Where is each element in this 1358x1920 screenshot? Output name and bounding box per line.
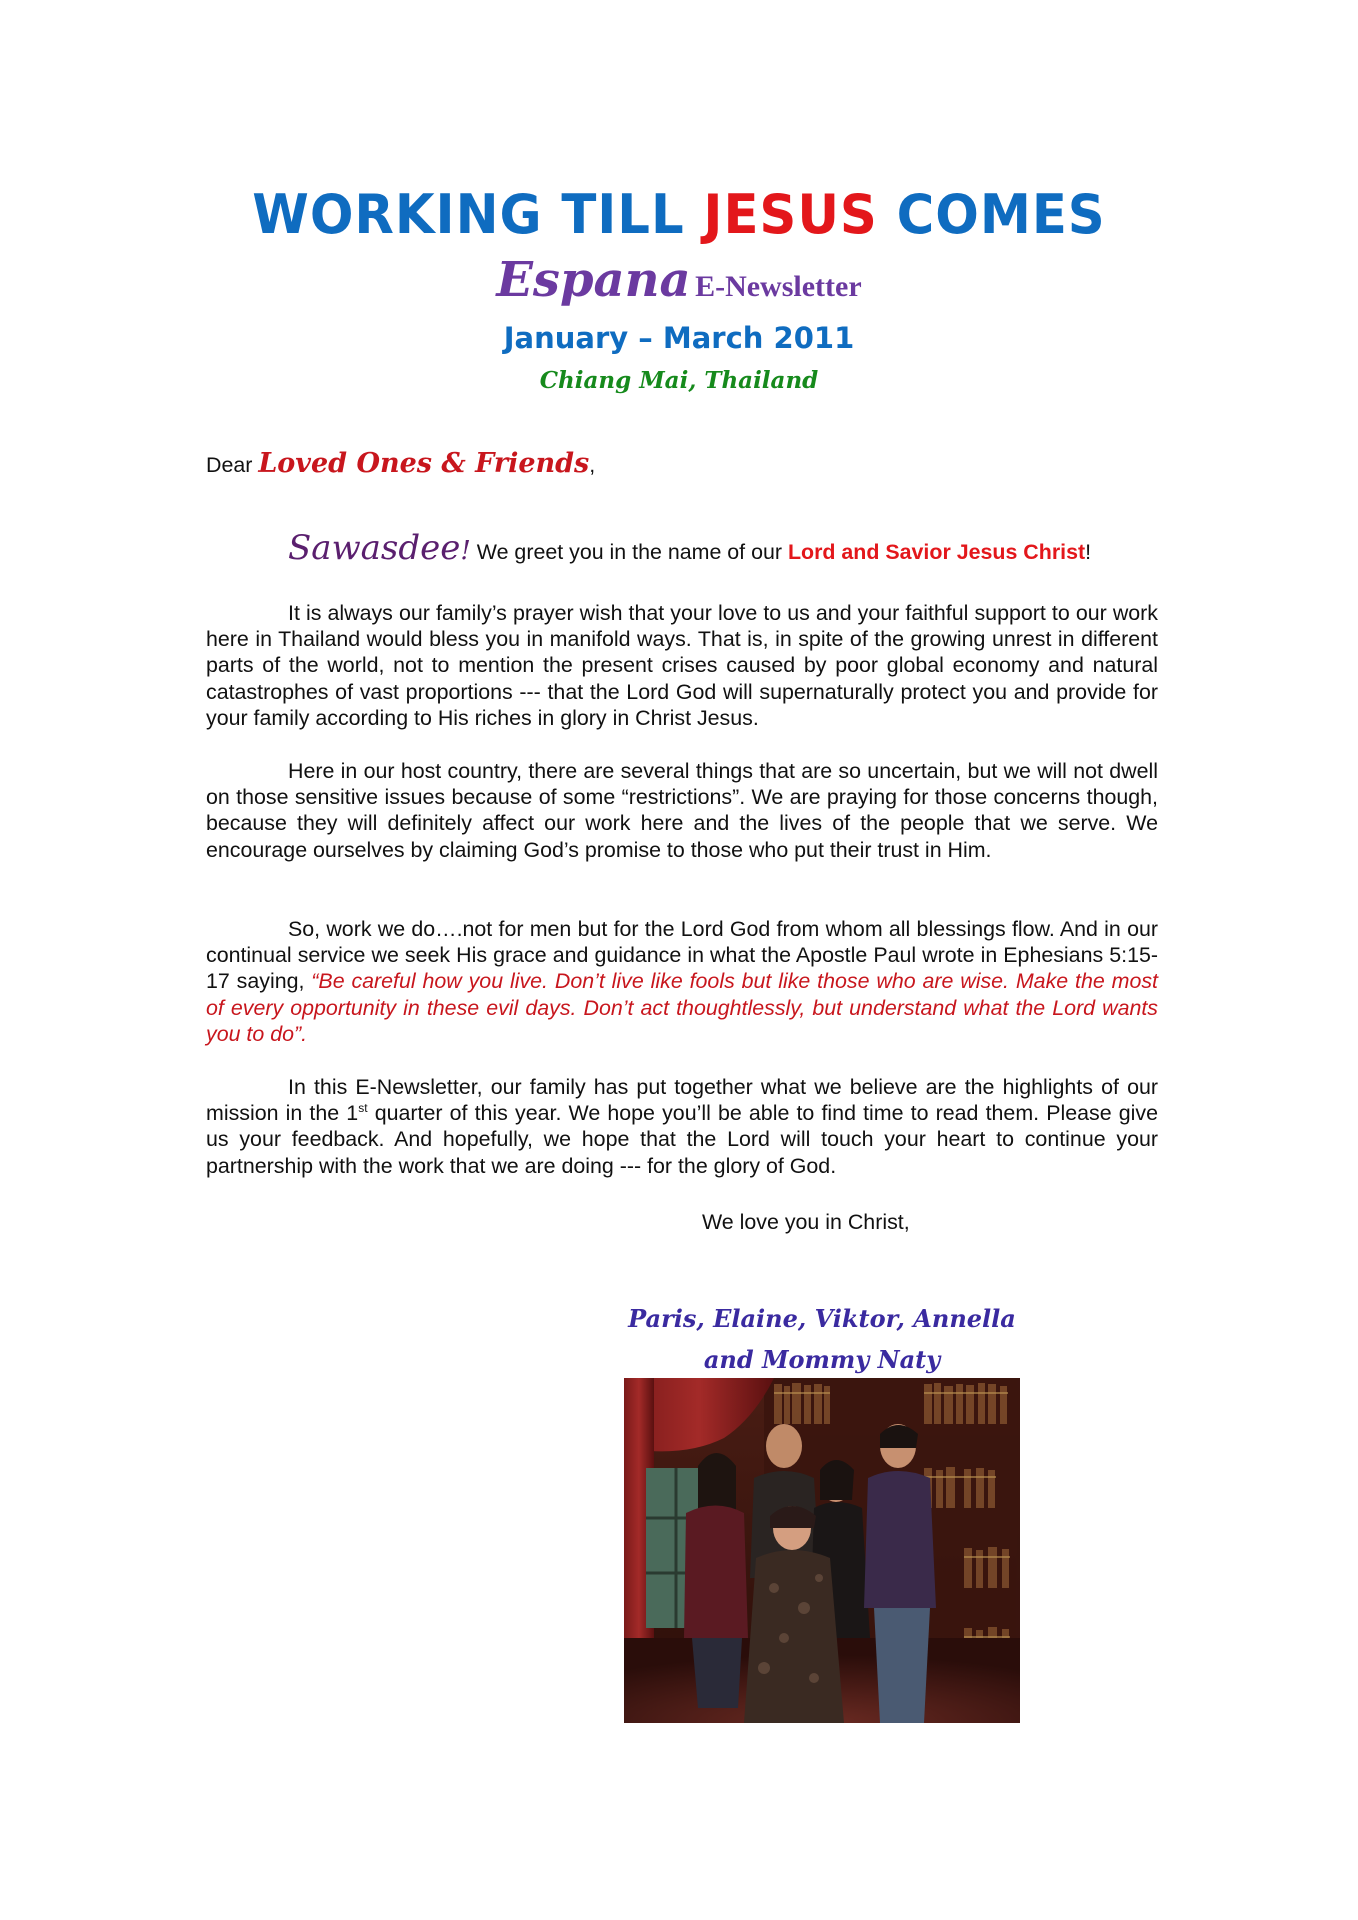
family-photo <box>624 1378 1020 1723</box>
paragraph-3 <box>206 916 1158 1047</box>
lord-and-savior: Lord and Savior Jesus Christ <box>787 540 1086 564</box>
title-part-working: WORKING TILL <box>252 183 704 246</box>
title-part-comes: COMES <box>877 183 1106 246</box>
enewsletter-label: E-Newsletter <box>695 270 862 303</box>
greeting-end: ! <box>1085 540 1092 564</box>
sawasdee-exclaim: ! <box>460 536 471 566</box>
sawasdee-word: Sawasdee <box>288 528 461 568</box>
family-photo-image <box>624 1378 1020 1723</box>
greeting-line <box>288 528 1091 568</box>
paragraph-4 <box>206 1074 1158 1179</box>
newsletter-subtitle <box>0 254 1358 318</box>
salutation-comma: , <box>589 453 596 477</box>
espana-label: Espana <box>496 252 691 308</box>
newsletter-title <box>34 180 1324 250</box>
salutation-recipients: Loved Ones & Friends <box>258 448 590 479</box>
salutation-dear: Dear <box>206 453 259 477</box>
paragraph-4-text-a: In this E-Newsletter, our family has put together what we believe are the highlights of our mission in the 1 <box>206 1075 1158 1126</box>
issue-dates: January – March 2011 <box>503 321 855 355</box>
salutation <box>206 448 595 479</box>
ephesians-quote: “Be careful how you live. Don’t live like fools but like those who are wise. Make the most of every opportunity in these evil days. Don’t act thoughtlessly, but understand what the Lord wants you to do”. <box>206 969 1158 1046</box>
issue-location: Chiang Mai, Thailand <box>539 367 819 394</box>
paragraph-4-superscript: st <box>358 1101 368 1116</box>
title-part-jesus: JESUS <box>703 183 878 246</box>
signers-line-2: and Mommy Naty <box>703 1345 941 1374</box>
masthead <box>0 180 1358 404</box>
paragraph-4-text-b: quarter of this year. We hope you’ll be able to find time to read them. Please give us your feedback. And hopefully, we hope that the Lord will touch your heart to continue your partnership with the work that we are doing --- for the glory of God. <box>206 1101 1159 1178</box>
signature-block <box>622 1298 1022 1380</box>
paragraph-1: It is always our family’s prayer wish that your love to us and your faithful support to our work here in Thailand would bless you in manifold ways. That is, in spite of the growing unrest in different parts of the world, not to mention the present crises caused by poor global economy and natural catastrophes of vast proportions --- that the Lord God will supernaturally protect you and provide for your family according to His riches in glory in Christ Jesus. <box>206 601 1158 730</box>
signers-line-1: Paris, Elaine, Viktor, Annella <box>628 1304 1016 1333</box>
closing-line: We love you in Christ, <box>702 1210 910 1234</box>
greeting-text: We greet you in the name of our <box>470 540 788 564</box>
paragraph-2: Here in our host country, there are several things that are so uncertain, but we will not dwell on those sensitive issues because of some “restrictions”. We are praying for those concerns though, because they will definitely affect our work here and the lives of the people that we serve. We encourage ourselves by claiming God’s promise to those who put their trust in Him. <box>206 759 1158 862</box>
paragraph-3-text: So, work we do….not for men but for the Lord God from whom all blessings flow. And in our continual service we seek His grace and guidance in what the Apostle Paul wrote in Ephesians 5:15-17 saying, <box>206 917 1158 994</box>
